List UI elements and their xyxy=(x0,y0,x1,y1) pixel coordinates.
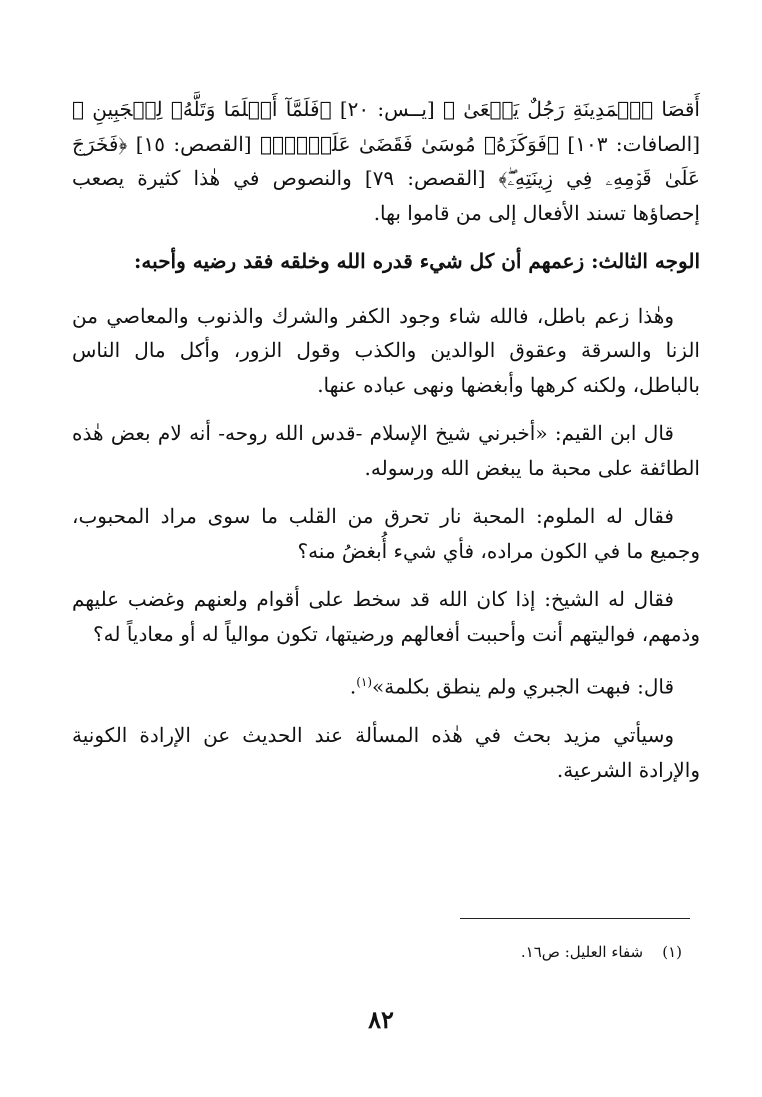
quran-verses-paragraph: أَقصَا ٱلۡمَدِينَةِ رَجُلٌ يَسۡعَىٰ ﴾ [يــس: ٢٠] ﴿فَلَمَّآ أَسۡلَمَا وَتَلَّهُۥ لِلۡجَبِينِ ﴾ [الصافات: ١٠٣] ﴿فَوَكَزَهُۥ مُوسَىٰ فَقَضَىٰ عَلَيۡهِۖ﴾ [القصص: ١٥] ﴿فَخَرَجَ عَلَىٰ قَوۡمِهِۦ فِي زِينَتِهِۦۖ﴾ [القصص: ٧٩] والنصوص في هٰذا كثيرة يصعب إحصاؤها تسند الأفعال إلى من قاموا بها. xyxy=(72,97,701,225)
footnote-reference: (١) xyxy=(356,675,373,689)
paragraph-ibn-qayyim: قال ابن القيم: «أخبرني شيخ الإسلام -قدس الله روحه- أنه لام بعض هٰذه الطائفة على محبة ما يبغض الله ورسوله. xyxy=(72,421,700,480)
page-body xyxy=(72,92,700,787)
footnote-divider xyxy=(460,918,690,919)
paragraph-forward-reference: وسيأتي مزيد بحث في هٰذه المسألة عند الحديث عن الإرادة الكونية والإرادة الشرعية. xyxy=(72,723,700,782)
footnote xyxy=(82,940,682,964)
conclusion-text: قال: فبهت الجبري ولم ينطق بكلمة» xyxy=(372,674,674,699)
footnote-text: شفاء العليل: ص١٦. xyxy=(520,943,644,961)
conclusion-period: . xyxy=(349,674,357,699)
paragraph-blamed-reply: فقال له الملوم: المحبة نار تحرق من القلب ما سوى مراد المحبوب، وجميع ما في الكون مراده، فأي شيء أُبغضُ منه؟ xyxy=(72,504,700,563)
paragraph-refutation: وهٰذا زعم باطل، فالله شاء وجود الكفر والشرك والذنوب والمعاصي من الزنا والسرقة وعقوق الوالدين والكذب وقول الزور، وأكل مال الناس بالباطل، ولكنه كرهها وأبغضها ونهى عباده عنها. xyxy=(72,303,700,397)
paragraph-conclusion xyxy=(72,665,700,704)
section-heading: الوجه الثالث: زعمهم أن كل شيء قدره الله وخلقه فقد رضيه وأحبه: xyxy=(134,249,700,273)
paragraph-sheikh-reply: فقال له الشيخ: إذا كان الله قد سخط على أقوام ولعنهم وغضب عليهم وذمهم، فواليتهم أنت وأحببت أفعالهم ورضيتها، تكون موالياً له أو معادياً له؟ xyxy=(72,587,700,646)
footnote-marker: (١) xyxy=(662,943,682,961)
page-number: ٨٢ xyxy=(368,1005,394,1034)
